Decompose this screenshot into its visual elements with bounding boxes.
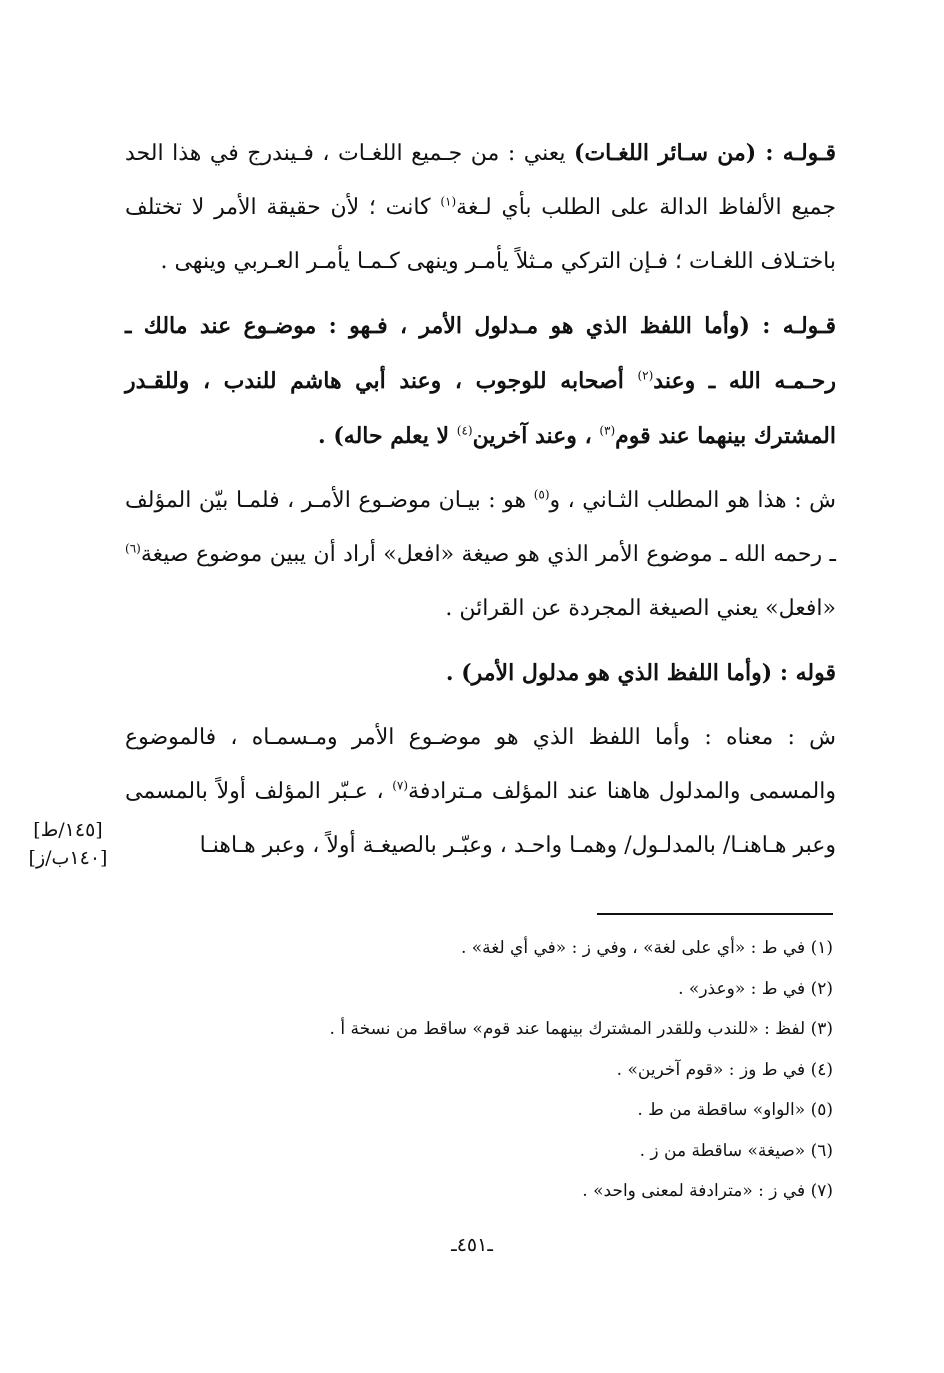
paragraph-2 xyxy=(125,299,836,464)
commentary-text: ، عـبّر المؤلف أولاً بالمسمى وعبر هـاهنـا/ بالمدلـول/ وهمـا واحـد ، وعبّـر بالصيغـة أولاً ، وعبر هـاهنـا xyxy=(125,779,836,858)
footnote-ref: (٤) xyxy=(456,423,473,438)
footnote-ref: (١) xyxy=(440,194,457,209)
footnote-3: (٣) لفظ : «للندب وللقدر المشترك بينهما عند قوم» ساقط من نسخة أ . xyxy=(329,1019,833,1039)
footnote-ref: (٢) xyxy=(637,368,654,383)
commentary-text: يعني : من جـميع اللغـات ، فـيندرج في هذا الحد جميع الألفاظ الدالة على الطلب بأي لـغة xyxy=(125,141,836,220)
margin-note-line: [١٤٥/ط] xyxy=(33,819,103,841)
footnote-6: (٦) «صيغة» ساقطة من ز . xyxy=(639,1140,833,1161)
footnote-4: (٤) في ط وز : «قوم آخرين» . xyxy=(616,1059,833,1080)
footnote-ref: (٧) xyxy=(392,778,409,793)
footnote-ref: (٣) xyxy=(599,423,616,438)
commentary-text: هو : بيـان موضـوع الأمـر ، فلمـا بيّن المؤلف ـ رحمه الله ـ موضوع الأمر الذي هو صيغة «افعل» أراد أن يبين موضوع صيغة xyxy=(125,488,836,567)
commentary-text: كانت ؛ لأن حقيقة الأمر لا تختلف باختـلاف اللغـات ؛ فـإن التركي مـثلاً يأمـر وينهى كـمـا يأمـر العـربي وينهى . xyxy=(125,195,836,274)
commentary-text: ش : معناه : وأما اللفظ الذي هو موضـوع الأمر ومـسمـاه ، فالموضوع والمسمى والمدلول هاهنا عند المؤلف مـترادفة xyxy=(125,725,836,804)
qawluhu-label: قـولـه : xyxy=(756,140,836,166)
commentary-text: «افعل» يعني الصيغة المجردة عن القرائن . xyxy=(445,596,836,621)
footnotes xyxy=(270,928,833,1212)
footnote-2: (٢) في ط : «وعذر» . xyxy=(678,978,833,999)
paragraph-3 xyxy=(125,474,836,636)
quoted-text: لا يعلم حاله) . xyxy=(318,423,457,449)
qawluhu-label: قـولـه : xyxy=(749,313,837,339)
manuscript-margin-note xyxy=(18,816,118,872)
footnote-5: (٥) «الواو» ساقطة من ط . xyxy=(637,1100,833,1120)
commentary-text: ش : هذا هو المطلب الثـاني ، و xyxy=(549,488,836,513)
quoted-text: (وأما اللفظ الذي هو مدلول الأمر) . xyxy=(445,660,773,686)
quoted-phrase: (من سـائر اللغـات) xyxy=(574,140,757,166)
footnote-ref: (٦) xyxy=(125,541,141,556)
paragraph-1 xyxy=(125,126,836,289)
footnote-separator xyxy=(597,913,833,915)
quoted-text: ، وعند آخرين xyxy=(472,423,600,449)
paragraph-5 xyxy=(125,711,836,873)
paragraph-4 xyxy=(125,646,836,701)
main-text xyxy=(125,126,836,883)
footnote-ref: (٥) xyxy=(533,487,550,502)
page-number: ـ٤٥١ـ xyxy=(451,1234,493,1256)
quoted-text: (وأما اللفظ الذي هو مـدلول الأمر ، فـهو : موضـوع عند مالك ـ رحـمـه الله ـ وعند xyxy=(125,313,836,394)
footnote-1: (١) في ط : «أي على لغة» ، وفي ز : «في أي لغة» . xyxy=(460,938,833,958)
margin-note-line: [١٤٠ب/ز] xyxy=(28,847,108,869)
qawluhu-label: قوله : xyxy=(772,660,836,686)
quoted-text: أصحابه للوجوب ، وعند أبي هاشم للندب ، وللقـدر المشترك بينهما عند قوم xyxy=(125,368,836,449)
footnote-7: (٧) في ز : «مترادفة لمعنى واحد» . xyxy=(582,1181,833,1201)
